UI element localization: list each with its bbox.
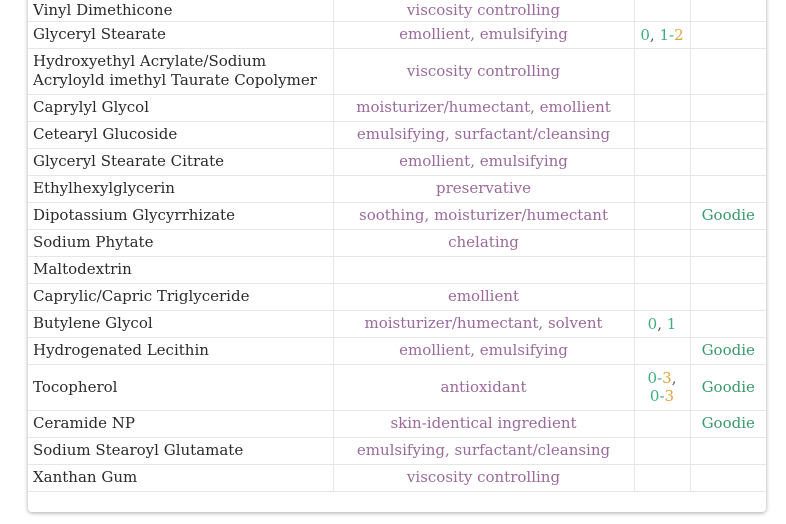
rating-cell (690, 410, 766, 437)
function-link[interactable]: surfactant/cleansing (454, 125, 611, 143)
function-link[interactable]: chelating (448, 233, 519, 251)
irritancy-value: 1 (666, 314, 677, 333)
ingredient-function-cell (333, 0, 634, 21)
function-link[interactable]: skin-identical ingredient (390, 414, 577, 432)
ingredient-row[interactable] (28, 410, 766, 437)
irritancy-value: 0 (647, 314, 658, 333)
ingredient-function-cell (333, 229, 634, 256)
ingredient-function-cell (333, 21, 634, 48)
irritancy-comedogenicity-cell (634, 310, 690, 337)
function-separator: , (470, 341, 480, 359)
rating-cell (690, 337, 766, 364)
ingredient-name-link[interactable]: Vinyl Dimethicone (33, 0, 173, 19)
irritancy-value: 3 (664, 387, 675, 405)
function-link[interactable]: emollient (399, 25, 471, 43)
ingredient-row[interactable] (28, 175, 766, 202)
ingredient-name-link[interactable]: Cetearyl Glucoside (33, 125, 178, 143)
rating-cell (690, 437, 766, 464)
rating-cell (690, 464, 766, 491)
rating-cell (690, 229, 766, 256)
ingredient-name-link[interactable]: Glyceryl Stearate (33, 25, 166, 43)
ingredient-name-cell (28, 148, 333, 175)
function-link[interactable]: moisturizer/humectant (364, 314, 539, 332)
ingredient-function-cell (333, 337, 634, 364)
ingredient-function-cell (333, 364, 634, 410)
ingredient-row[interactable] (28, 464, 766, 491)
ingredient-name-cell (28, 310, 333, 337)
irritancy-comedogenicity-cell (634, 121, 690, 148)
rating-cell (690, 121, 766, 148)
ingredient-function-cell (333, 437, 634, 464)
ingredient-name-link[interactable]: Ceramide NP (33, 414, 135, 432)
ingredient-function-cell (333, 48, 634, 94)
irritancy-comedogenicity-cell (634, 21, 690, 48)
ingredient-row[interactable] (28, 337, 766, 364)
ingredient-function-cell (333, 94, 634, 121)
irritancy-value: 0 (647, 369, 658, 387)
ingredient-name-link[interactable]: Hydrogenated Lecithin (33, 341, 209, 359)
ingredient-function-cell (333, 283, 634, 310)
function-link[interactable]: soothing (359, 206, 425, 224)
irritancy-value: 3 (662, 369, 672, 387)
ingredient-row[interactable] (28, 202, 766, 229)
ingredient-name-cell (28, 202, 333, 229)
rating-cell (690, 0, 766, 21)
ingredient-row[interactable] (28, 94, 766, 121)
irritancy-value: 2 (674, 25, 684, 44)
function-link[interactable]: solvent (547, 314, 603, 332)
rating-cell (690, 256, 766, 283)
ingredient-name-link[interactable]: Butylene Glycol (33, 314, 153, 332)
irritancy-value: 1 (659, 25, 669, 44)
ingredient-name-link[interactable]: Caprylyl Glycol (33, 98, 149, 116)
function-link[interactable]: emulsifying (479, 341, 568, 359)
ingredients-table-body (28, 0, 766, 491)
rating-cell (690, 202, 766, 229)
ingredient-row[interactable] (28, 229, 766, 256)
ingredient-name-cell (28, 229, 333, 256)
ingredient-function-cell (333, 464, 634, 491)
function-link[interactable]: viscosity controlling (406, 61, 561, 80)
irritancy-value: - (657, 369, 663, 387)
rating-cell (690, 94, 766, 121)
ingredient-name-link[interactable]: Ethylhexylglycerin (33, 179, 175, 197)
ingredient-name-cell (28, 464, 333, 491)
ingredient-name-link[interactable]: Hydroxyethyl Acrylate/Sodium Acryloyld imethyl Taurate Copolymer (33, 52, 317, 89)
rating-cell (690, 283, 766, 310)
ingredient-function-cell (333, 310, 634, 337)
irritancy-comedogenicity-cell (634, 0, 690, 21)
function-link[interactable]: emollient (399, 152, 471, 170)
rating-cell (690, 175, 766, 202)
ingredient-name-link[interactable]: Sodium Phytate (33, 233, 154, 251)
irritancy-value: , (649, 25, 660, 44)
irritancy-value: 0 (649, 387, 660, 405)
irritancy-comedogenicity-cell (634, 94, 690, 121)
ingredient-name-cell (28, 410, 333, 437)
function-separator: , (530, 98, 540, 116)
ingredients-card (28, 0, 766, 512)
function-link[interactable]: emulsifying (356, 125, 445, 143)
ingredient-name-cell (28, 48, 333, 94)
ingredient-row[interactable] (28, 48, 766, 94)
goodie-badge: Goodie (701, 414, 755, 432)
ingredient-name-link[interactable]: Xanthan Gum (33, 468, 138, 486)
function-link[interactable]: moisturizer/humectant (434, 206, 608, 224)
rating-cell (690, 310, 766, 337)
function-link[interactable]: emulsifying (356, 441, 445, 459)
ingredient-row[interactable] (28, 364, 766, 410)
function-link[interactable]: emulsifying (479, 152, 568, 170)
ingredient-row[interactable] (28, 310, 766, 337)
function-link[interactable]: preservative (436, 179, 531, 197)
ingredient-name-link[interactable]: Tocopherol (33, 377, 118, 396)
irritancy-comedogenicity-cell (634, 464, 690, 491)
function-separator: , (445, 125, 455, 143)
rating-cell (690, 21, 766, 48)
ingredient-name-cell (28, 437, 333, 464)
function-separator: , (470, 152, 480, 170)
irritancy-comedogenicity-cell (634, 256, 690, 283)
irritancy-comedogenicity-cell (634, 48, 690, 94)
irritancy-value: - (669, 25, 675, 44)
function-link[interactable]: emollient (399, 341, 471, 359)
irritancy-comedogenicity-cell (634, 437, 690, 464)
ingredient-name-cell (28, 94, 333, 121)
irritancy-value: , (657, 314, 667, 333)
ingredient-row[interactable] (28, 148, 766, 175)
ingredient-function-cell (333, 121, 634, 148)
function-link[interactable]: emollient (447, 287, 520, 305)
ingredient-name-link[interactable]: Caprylic/Capric Triglyceride (33, 287, 250, 305)
ingredient-name-link[interactable]: Dipotassium Glycyrrhizate (33, 206, 235, 224)
ingredient-name-link[interactable]: Maltodextrin (33, 260, 132, 278)
goodie-badge: Goodie (701, 341, 755, 359)
irritancy-value: , (671, 369, 677, 387)
ingredient-function-cell (333, 148, 634, 175)
function-separator: , (470, 25, 480, 43)
irritancy-value: 0 (640, 25, 650, 44)
function-separator: , (424, 206, 435, 224)
ingredient-function-cell (333, 175, 634, 202)
ingredient-name-cell (28, 21, 333, 48)
function-link[interactable]: moisturizer/humectant (356, 98, 531, 116)
goodie-badge: Goodie (701, 377, 755, 396)
ingredient-name-link[interactable]: Sodium Stearoyl Glutamate (33, 441, 244, 459)
function-link[interactable]: surfactant/cleansing (454, 441, 611, 459)
irritancy-comedogenicity-cell (634, 175, 690, 202)
rating-cell (690, 364, 766, 410)
rating-cell (690, 148, 766, 175)
ingredient-row[interactable] (28, 283, 766, 310)
ingredient-name-cell (28, 0, 333, 21)
irritancy-comedogenicity-cell (634, 229, 690, 256)
irritancy-comedogenicity-cell (634, 148, 690, 175)
ingredient-row[interactable] (28, 121, 766, 148)
ingredient-name-cell (28, 364, 333, 410)
function-separator: , (538, 314, 548, 332)
irritancy-comedogenicity-cell (634, 283, 690, 310)
ingredient-function-cell (333, 202, 634, 229)
ingredient-row[interactable] (28, 437, 766, 464)
ingredient-name-cell (28, 121, 333, 148)
ingredient-function-cell (333, 410, 634, 437)
function-link[interactable]: emulsifying (479, 25, 568, 43)
function-link[interactable]: antioxidant (440, 377, 527, 396)
ingredient-function-cell (333, 256, 634, 283)
function-link[interactable]: emollient (539, 98, 611, 116)
irritancy-comedogenicity-cell (634, 202, 690, 229)
ingredients-table (28, 0, 766, 492)
ingredient-name-cell (28, 175, 333, 202)
ingredient-name-cell (28, 283, 333, 310)
function-separator: , (445, 441, 455, 459)
ingredient-name-link[interactable]: Glyceryl Stearate Citrate (33, 152, 224, 170)
ingredient-row[interactable] (28, 0, 766, 21)
function-link[interactable]: viscosity controlling (406, 468, 561, 486)
rating-cell (690, 48, 766, 94)
irritancy-value: - (659, 387, 665, 405)
irritancy-comedogenicity-cell (634, 364, 690, 410)
goodie-badge: Goodie (701, 206, 755, 224)
ingredient-row[interactable] (28, 256, 766, 283)
irritancy-comedogenicity-cell (634, 337, 690, 364)
ingredient-name-cell (28, 337, 333, 364)
irritancy-comedogenicity-cell (634, 410, 690, 437)
function-link[interactable]: viscosity controlling (406, 0, 561, 19)
ingredient-name-cell (28, 256, 333, 283)
ingredient-row[interactable] (28, 21, 766, 48)
